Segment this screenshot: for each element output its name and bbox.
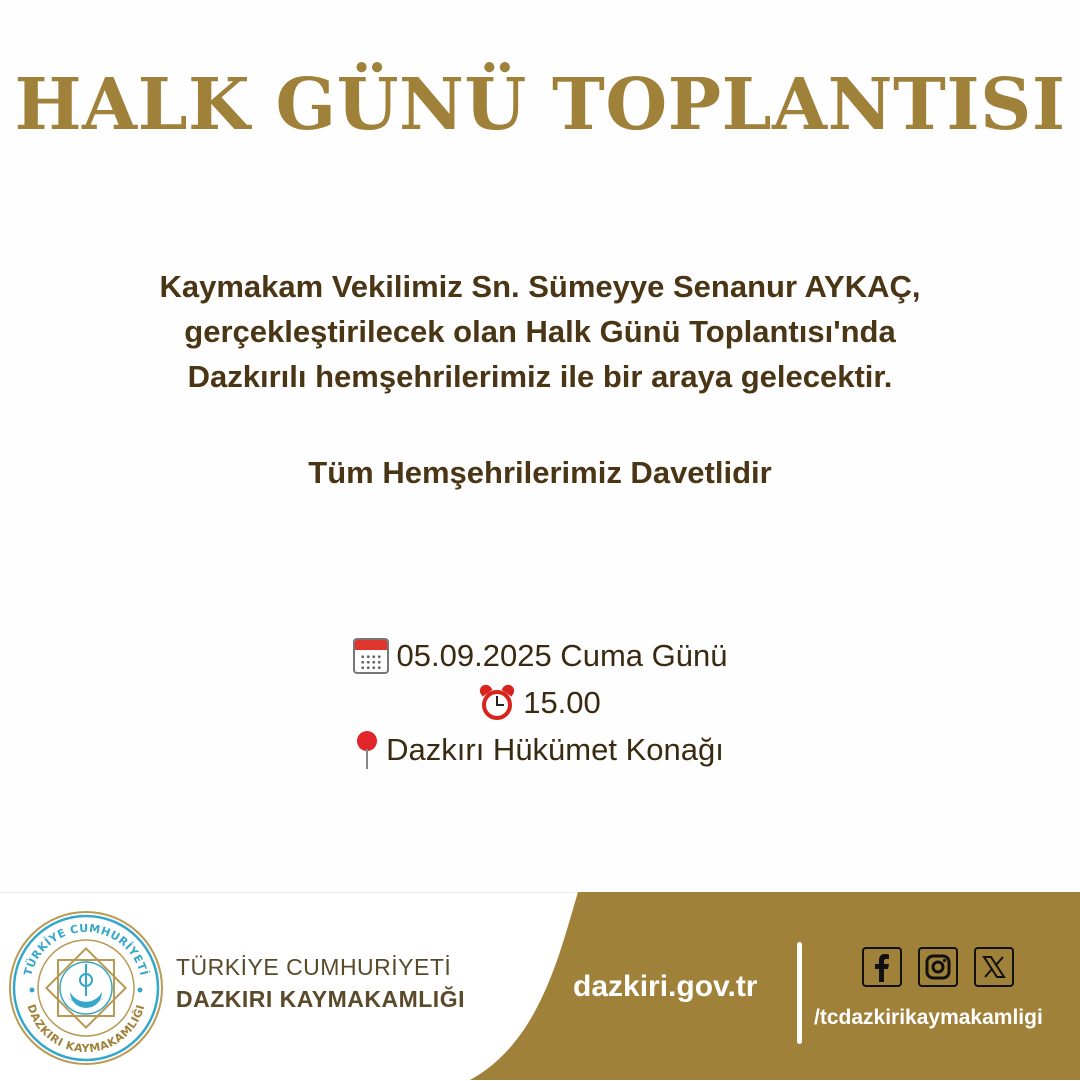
page-title: HALK GÜNÜ TOPLANTISI [14, 62, 1066, 146]
event-location: Dazkırı Hükümet Konağı [386, 732, 724, 767]
x-icon[interactable] [974, 947, 1014, 987]
date-row [0, 632, 1080, 679]
event-details [0, 632, 1080, 773]
seal-logo [8, 910, 164, 1066]
org-name-line-1: TÜRKİYE CUMHURİYETİ [176, 954, 452, 980]
announcement-line-1: Kaymakam Vekilimiz Sn. Sümeyye Senanur AYKAÇ, [159, 269, 921, 304]
event-time: 15.00 [523, 685, 601, 720]
footer [0, 892, 1080, 1080]
social-handle[interactable]: /tcdazkirikaymakamligi [814, 1006, 1043, 1029]
website-link[interactable]: dazkiri.gov.tr [573, 970, 758, 1003]
time-row [0, 679, 1080, 726]
footer-divider [797, 942, 802, 1044]
svg-text:TÜRKİYE CUMHURİYETİ: TÜRKİYE CUMHURİYETİ [21, 921, 151, 978]
org-name-line-2: DAZKIRI KAYMAKAMLIĞI [176, 986, 465, 1012]
announcement-line-3: Dazkırılı hemşehrilerimiz ile bir araya gelecektir. [187, 359, 893, 394]
svg-text:DAZKIRI KAYMAKAMLIĞI: DAZKIRI KAYMAKAMLIĞI [24, 1002, 148, 1056]
event-date: 05.09.2025 Cuma Günü [396, 638, 728, 673]
location-row [0, 726, 1080, 773]
announcement-line-2: gerçekleştirilecek olan Halk Günü Toplantısı'nda [184, 314, 896, 349]
social-icons [862, 947, 1014, 987]
facebook-icon[interactable] [862, 947, 902, 987]
pin-icon [356, 731, 378, 769]
calendar-icon [353, 638, 389, 674]
instagram-icon[interactable] [918, 947, 958, 987]
invite-text: Tüm Hemşehrilerimiz Davetlidir [308, 455, 772, 490]
announcement-text [60, 264, 1020, 399]
alarm-clock-icon [479, 685, 515, 721]
